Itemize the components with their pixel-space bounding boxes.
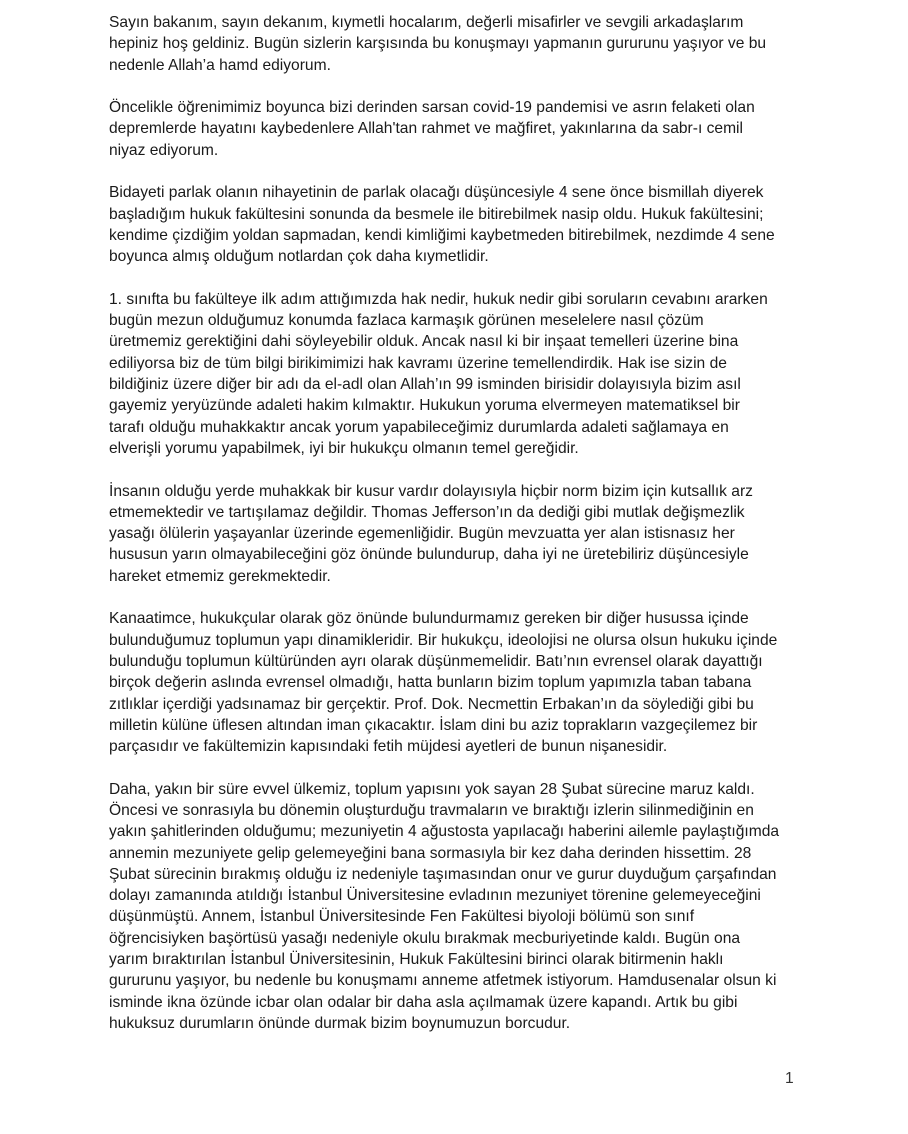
text-line: isminde ikna özünde icbar olan odalar bir daha asla açılmamak üzere kapandı. Artık bu gibi (109, 993, 738, 1011)
paragraph-society (109, 608, 799, 757)
text-line: 1. sınıfta bu fakülteye ilk adım attığımızda hak nedir, hukuk nedir gibi soruların cevabını ararken (109, 290, 768, 308)
text-line: bulunduğumuz toplumun yapı dinamikleridir. Bir hukukçu, ideolojisi ne olursa olsun hukuku içinde (109, 631, 778, 649)
paragraph-greeting (109, 12, 799, 76)
text-line: kendime çizdiğim yoldan sapmadan, kendi kimliğimi kaybetmeden bitirebilmek, nezdimde 4 sene (109, 226, 775, 244)
paragraph-justice (109, 289, 799, 459)
text-line: parçasıdır ve fakültemizin kapısındaki fetih müjdesi ayetleri de bunun nişanesidir. (109, 738, 668, 756)
text-line: Öncelikle öğrenimimiz boyunca bizi derinden sarsan covid-19 pandemisi ve asrın felaketi olan (109, 99, 755, 117)
text-line: Şubat sürecinin bırakmış olduğu iz nedeniyle taşımasından onur ve gurur duyduğum çarşafından (109, 865, 777, 883)
text-line: hukuksuz durumların önünde durmak bizim boynumuzun borcudur. (109, 1014, 571, 1032)
text-line: milletin külüne üflesen altından iman çıkacaktır. İslam dini bu aziz toprakların vazgeçilemez bir (109, 716, 758, 734)
text-line: yakın şahitlerinden olduğumu; mezuniyetin 4 ağustosta yapılacağı haberini ailemle paylaştığımda (109, 823, 780, 841)
text-line: bildiğiniz üzere diğer bir adı da el-adl olan Allah’ın 99 isminden birisidir dolayısıyla bizim asıl (109, 376, 741, 394)
text-line: yasağı ölülerin yaşayanlar üzerinde egemenliğidir. Bugün mevzuatta yer alan istisnasız her (109, 525, 735, 543)
text-line: gururunu yaşıyor, bu nedenle bu konuşmamı anneme atfetmek istiyorum. Hamdusenalar olsun ki (109, 972, 777, 990)
text-line: Öncesi ve sonrasıyla bu dönemin oluşturduğu travmaların ve bıraktığı izlerin silinmediğinin en (109, 801, 754, 819)
document-body (109, 12, 799, 1056)
paragraph-beginning (109, 182, 799, 267)
text-line: nedenle Allah’a hamd ediyorum. (109, 56, 331, 74)
text-line: gayemiz yeryüzünde adaleti hakim kılmaktır. Hukukun yoruma elvermeyen matematiksel bir (109, 397, 740, 415)
text-line: zıtlıklar içerdiği yadsınamaz bir gerçektir. Prof. Dok. Necmettin Erbakan’ın da söylediği gibi bu (109, 695, 754, 713)
text-line: elverişli yorumu yapabilmek, iyi bir hukukçu olmanın temel gereğidir. (109, 439, 579, 457)
text-line: annemin mezuniyete gelip gelemeyeğini bana sormasıyla bir kez daha derinden hissettim. 28 (109, 844, 752, 862)
text-line: bulunduğu toplumun kültüründen ayrı olarak düşünmemelidir. Batı’nın evrensel olarak dayattığı (109, 652, 763, 670)
text-line: tarafı olduğu muhakkaktır ancak yorum yapabileceğimiz durumlarda adaleti sağlamaya en (109, 418, 729, 436)
text-line: ediliyorsa biz de tüm bilgi birikimimizi hak kavramı üzerine temellendirdik. Hak ise sizin de (109, 354, 727, 372)
text-line: niyaz ediyorum. (109, 141, 219, 159)
text-line: yarım bıraktırılan İstanbul Üniversitesinin, Hukuk Fakültesini birinci olarak bitirmenin haklı (109, 951, 724, 969)
text-line: hepiniz hoş geldiniz. Bugün sizlerin karşısında bu konuşmayı yapmanın gururunu yaşıyor ve bu (109, 35, 767, 53)
text-line: dolayı zamanında atıldığı İstanbul Üniversitesine evladının mezuniyet törenine gelemeyeceğini (109, 887, 761, 905)
text-line: bugün mezun olduğumuz konumda fazlaca karmaşık görünen meselelere nasıl çözüm (109, 312, 704, 330)
text-line: düşünmüştü. Annem, İstanbul Üniversitesinde Fen Fakültesi biyoloji bölümü son sınıf (109, 908, 695, 926)
text-line: üretmemiz gerektiğini dahi söyleyebilir olduk. Ancak nasıl ki bir inşaat temelleri üzerine bina (109, 333, 739, 351)
paragraph-february-28 (109, 779, 799, 1035)
text-line: hususun yarın olmayabileceğini göz önünde bulundurup, daha iyi ne üretebiliriz düşüncesiyle (109, 546, 749, 564)
text-line: Kanaatimce, hukukçular olarak göz önünde bulundurmamız gereken bir diğer husussa içinde (109, 610, 749, 628)
text-line: öğrencisiyken başörtüsü yasağı nedeniyle okulu bırakmak mecburiyetinde kaldı. Bugün ona (109, 929, 741, 947)
text-line: hareket etmemiz gerekmektedir. (109, 567, 331, 585)
text-line: birçok değerin aslında evrensel olmadığı, hatta bunların bizim toplum yapımızla taban tabana (109, 674, 752, 692)
text-line: İnsanın olduğu yerde muhakkak bir kusur vardır dolayısıyla hiçbir norm bizim için kutsallık arz (109, 482, 753, 500)
text-line: etmemektedir ve tartışılamaz değildir. Thomas Jefferson’ın da dediği gibi mutlak değişmezlik (109, 503, 745, 521)
text-line: boyunca almış olduğum notlardan çok daha kıymetlidir. (109, 248, 489, 266)
text-line: Sayın bakanım, sayın dekanım, kıymetli hocalarım, değerli misafirler ve sevgili arkadaşlarım (109, 14, 744, 31)
text-line: Daha, yakın bir süre evvel ülkemiz, toplum yapısını yok sayan 28 Şubat sürecine maruz kaldı. (109, 780, 755, 798)
paragraph-condolence (109, 97, 799, 161)
text-line: başladığım hukuk fakültesini sonunda da besmele ile bitirebilmek nasip oldu. Hukuk fakültesini; (109, 205, 764, 223)
text-line: depremlerde hayatını kaybedenlere Allah'tan rahmet ve mağfiret, yakınlarına da sabr-ı cemil (109, 120, 743, 138)
paragraph-norms (109, 481, 799, 587)
text-line: Bidayeti parlak olanın nihayetinin de parlak olacağı düşüncesiyle 4 sene önce bismillah diyerek (109, 184, 764, 202)
page-number: 1 (785, 1070, 794, 1087)
